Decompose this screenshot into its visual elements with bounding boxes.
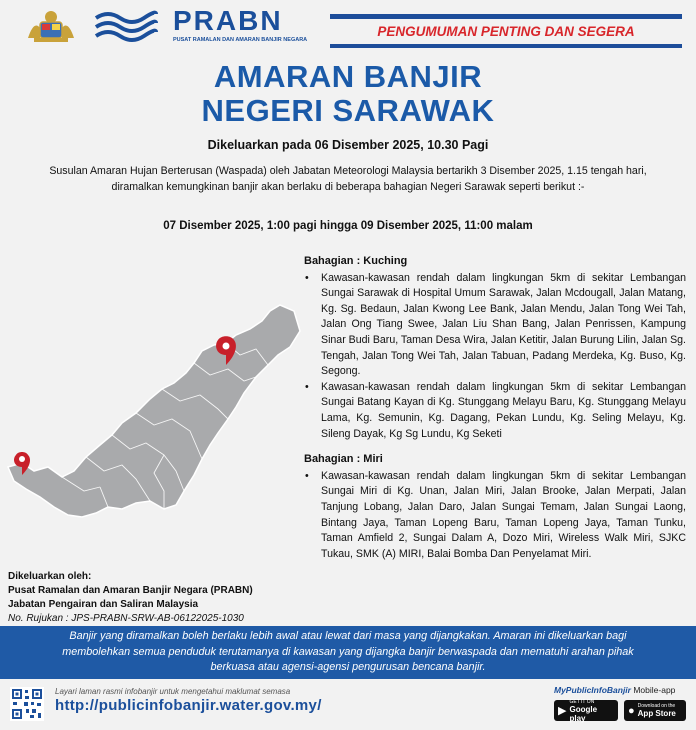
notice-line-2: membolehkan semua penduduk terutamanya di kawasan yang dijangka banjir berwaspada dan mematuhi arahan pihak [62, 645, 634, 658]
intro-paragraph [8, 163, 688, 195]
google-play-label: Google play [569, 704, 598, 723]
jps-waves-logo-icon [94, 10, 158, 44]
app-suffix: Mobile-app [630, 685, 676, 695]
page-title [0, 60, 696, 128]
intro-line-2: diramalkan kemungkinan banjir akan berlaku di beberapa bahagian Negeri Sarawak seperti berikut :- [111, 181, 585, 193]
affected-areas [304, 254, 686, 562]
footer [0, 679, 696, 730]
app-name: MyPublicInfoBanjir [554, 685, 631, 695]
list-item: • Kawasan-kawasan rendah dalam lingkungan 5km di sekitar Lembangan Sungai Sarawak di Hospital Umum Sarawak, Jalan Mcdougall, Jalan Matang, Kg. Sg. Bedaun, Jalan Kwong Lee Bank, Jalan Mendu, Jalan Tong Wei Tah, Jalan Ong Tiang Swee, Jalan Liu Shan Bang, Jalan Penrissen, Kampung Sinar Budi Baru, Taman Desa Wira, Jalan Ketitir, Jalan Burung Lilin, Jalan Sg. Tengah, Jalan Tong Wei Tah, Jalan Tabuan, Padang Merdeka, Kg. Buso, Kg. Segong. [304, 271, 686, 380]
area-heading-miri: Bahagian : Miri [304, 453, 383, 466]
sarawak-map [4, 295, 304, 530]
area-list-kuching [304, 271, 686, 443]
infobanjir-url-link[interactable]: http://publicinfobanjir.water.gov.my/ [55, 697, 322, 714]
area-list-miri [304, 469, 686, 563]
issuer-org-1: Pusat Ramalan dan Amaran Banjir Negara (PRABN) [8, 585, 253, 596]
notice-line-1: Banjir yang diramalkan boleh berlaku lebih awal atau lewat dari masa yang dijangkakan. Amaran ini dikeluarkan bagi [69, 630, 627, 642]
list-item: • Kawasan-kawasan rendah dalam lingkungan 5km di sekitar Lembangan Sungai Batang Kayan di Kg. Stunggang Melayu Baru, Kg. Stunggang Melayu Lama, Kg. Semunin, Kg. Dagang, Pekan Lundu, Kg. Seling Melayu, Kg. Sileng Dayak, Kg Sg Lundu, Kg Seketi [304, 380, 686, 442]
notice-line-3: berkuasa atau agensi-agensi pengurusan bencana banjir. [210, 661, 486, 673]
apple-icon: ● [628, 704, 635, 717]
prabn-logo-subtitle: PUSAT RAMALAN DAN AMARAN BANJIR NEGARA [173, 37, 308, 43]
prabn-logo-text: PRABN [173, 5, 283, 36]
issuer-org-2: Jabatan Pengairan dan Saliran Malaysia [8, 599, 199, 610]
mobile-app-label [554, 685, 675, 695]
prabn-logo [173, 6, 323, 43]
app-store-button[interactable] [624, 700, 686, 721]
header-rule-top [330, 14, 682, 19]
header-rule-bottom [330, 44, 682, 48]
issuer-block [8, 570, 298, 626]
reference-number: No. Rujukan : JPS-PRABN-SRW-AB-06122025-1030 [8, 613, 244, 624]
play-store-icon: ▶ [558, 705, 567, 717]
forecast-period: 07 Disember 2025, 1:00 pagi hingga 09 Disember 2025, 11:00 malam [163, 220, 533, 232]
title-line-2: NEGERI SARAWAK [201, 93, 495, 128]
list-item: • Kawasan-kawasan rendah dalam lingkungan 5km di sekitar Lembangan Sungai Miri di Kg. Unan, Jalan Miri, Jalan Brooke, Jalan Merpati, Jalan Tanjung Lobang, Jalan Daro, Jalan Sungai Temam, Jalan Sungai Laong, Bintang Jaya, Taman Lopeng Baru, Taman Lopeng Jaya, Taman Tunku, Taman Amfield 2, Sungai Dalam A, Dozo Miri, Wireless Walk Miri, SJKC Tukau, SMK (A) MIRI, Balai Bomba Dan Penyelamat Miri. [304, 469, 686, 563]
header [0, 0, 696, 50]
intro-line-1: Susulan Amaran Hujan Berterusan (Waspada) oleh Jabatan Meteorologi Malaysia bertarikh 3 Disember 2025, 1.15 tengah hari, [49, 165, 647, 177]
app-store-label: App Store [637, 709, 676, 718]
app-store-small: Download on the [637, 703, 676, 709]
visit-site-text: Layari laman rasmi infobanjir untuk mengetahui maklumat semasa [55, 687, 291, 696]
sarawak-map-shape [8, 305, 300, 517]
google-play-button[interactable] [554, 700, 618, 721]
urgent-announcement-label: PENGUMUMAN PENTING DAN SEGERA [377, 24, 635, 39]
notice-band [0, 626, 696, 679]
area-heading-kuching: Bahagian : Kuching [304, 255, 408, 267]
issuer-label: Dikeluarkan oleh: [8, 571, 92, 582]
google-play-small: GET IT ON [569, 698, 595, 705]
issued-date: Dikeluarkan pada 06 Disember 2025, 10.30 Pagi [207, 138, 489, 152]
malaysia-crest-icon [26, 8, 76, 44]
title-line-1: AMARAN BANJIR [213, 59, 483, 94]
qr-code-icon[interactable] [10, 687, 44, 721]
